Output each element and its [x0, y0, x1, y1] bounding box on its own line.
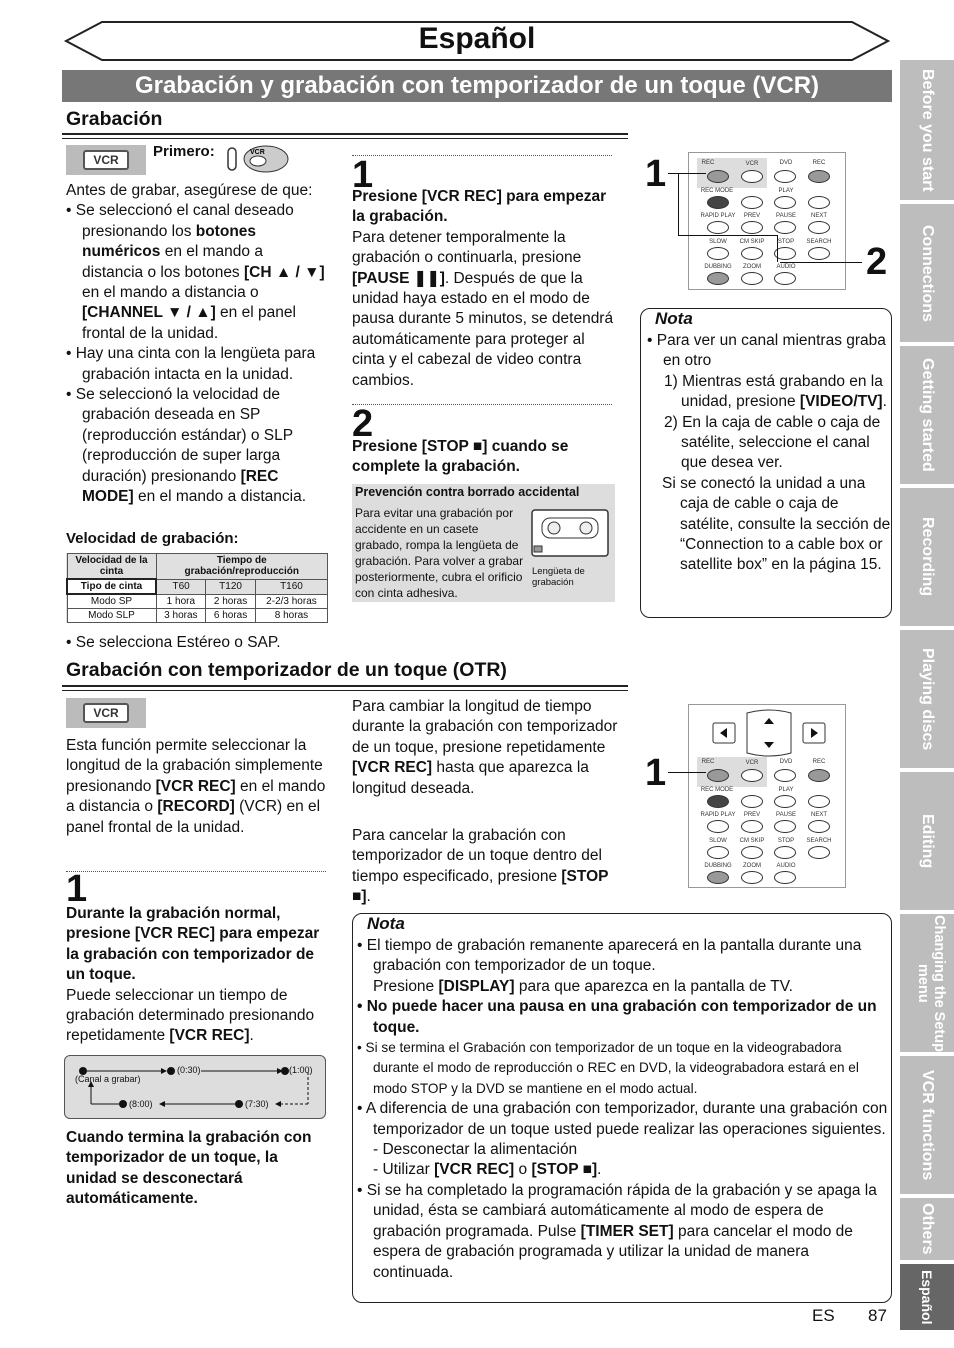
rewind-button	[741, 196, 763, 209]
callout-line	[678, 235, 778, 236]
velocidad-label: Velocidad de grabación:	[66, 530, 239, 547]
tab-editing[interactable]: Editing	[900, 772, 954, 910]
otr-timing-diagram: (Canal a grabar) (0:30) (1:00) (8:00) (7:30)	[64, 1055, 326, 1119]
vcr-button-icon	[226, 142, 290, 176]
cm-skip-button	[741, 247, 763, 260]
tab-vcr-functions[interactable]: VCR functions	[900, 1056, 954, 1194]
otr-change-text: Para cambiar la longitud de tiempo durante la grabación con temporizador de un toque, presione repetidamente [VCR REC] hasta que aparezca la longitud deseada.	[352, 698, 618, 797]
nota-box: Nota • Para ver un canal mientras graba en otro 1) Mientras está grabando en la unidad, presione [VIDEO/TV]. 2) En la caja de cable o caja de satélite, seleccione el canal que desea ver. Si se conectó la unidad a una caja de cable o caja de satélite, consulte la sección de “Connection to a cable box or satellite box” en la página 15.	[640, 308, 892, 618]
remote-callout-1: 1	[645, 752, 667, 794]
audio-button	[774, 871, 796, 884]
rec-dvd-button	[808, 170, 830, 183]
rec-mode-button	[707, 196, 729, 209]
grabacion-heading: Grabación	[66, 108, 163, 130]
search-button	[808, 247, 830, 260]
remote-callout-1: 1	[645, 153, 667, 195]
play-button	[774, 795, 796, 808]
tab-changing-setup-menu[interactable]: Changing the Setup menu	[900, 914, 954, 1052]
dvd-button	[774, 170, 796, 183]
prev-button	[741, 820, 763, 833]
prevention-box: Prevención contra borrado accidental Para evitar una grabación por accidente en un casete grabado, rompa la lengüeta de grabación. Para volver a grabar posteriormente, cubra el orificio con cinta adhesiva. Lengüeta de grabación	[352, 484, 615, 602]
rec-dvd-button	[808, 769, 830, 782]
tab-espanol[interactable]: Español	[900, 1264, 954, 1330]
remote-control: REC VCR DVD REC REC MODE PLAY RAPID PLAY PREV PAUSE NEXT SLOW CM SKIP STOP SEARCH DUBBING ZOOM AUDIO	[688, 704, 846, 888]
otr-step-1-text: Durante la grabación normal, presione [VCR REC] para empezar la grabación con temporizador de un toque. Puede seleccionar un tiempo de grabación determinado presionando repetidamente [VCR REC].	[66, 905, 320, 1045]
pause-button	[774, 221, 796, 234]
step-2-text: Presione [STOP ■] cuando se complete la grabación.	[352, 438, 569, 476]
step-1-text: Presione [VCR REC] para empezar la grabación. Para detener temporalmente la grabación o continuarla, presione [PAUSE ❚❚]. Después de que la unidad haya estado en el modo de pausa durante 5 minutos, se detendrá automáticamente para proteger al cinta y el cabezal de video contra cambios.	[352, 188, 614, 389]
zoom-button	[741, 871, 763, 884]
speed-table: Velocidad de la cinta Tiempo de grabación/reproducción Tipo de cinta T60 T120 T160 Modo SP 1 hora 2 horas 2-2/3 horas Modo SLP 3 horas 6 horas 8 horas	[66, 553, 328, 623]
slow-button	[707, 846, 729, 859]
rec-button	[707, 769, 729, 782]
rec-button	[707, 170, 729, 183]
heading-rule	[62, 685, 628, 687]
callout-line	[780, 262, 862, 263]
tab-connections[interactable]: Connections	[900, 204, 954, 342]
heading-rule-thin	[62, 138, 628, 139]
cassette-icon	[530, 506, 612, 562]
tab-recording[interactable]: Recording	[900, 488, 954, 626]
section-title: Grabación y grabación con temporizador de un toque (VCR)	[62, 70, 892, 102]
remote-control: REC VCR DVD REC REC MODE PLAY RAPID PLAY PREV PAUSE NEXT SLOW CM SKIP STOP SEARCH DUBBING ZOOM AUDIO	[688, 152, 846, 290]
primero-label: Primero:	[153, 143, 215, 160]
page-title: Español	[418, 22, 536, 55]
tab-label: Lengüeta de grabación	[532, 566, 585, 588]
dubbing-button	[707, 871, 729, 884]
ffwd-button	[808, 795, 830, 808]
step-divider	[352, 404, 612, 405]
step-2-number: 2	[352, 403, 374, 445]
callout-line	[678, 173, 679, 235]
tab-getting-started[interactable]: Getting started	[900, 346, 954, 484]
zoom-button	[741, 272, 763, 285]
rapid-play-button	[707, 820, 729, 833]
next-button	[808, 820, 830, 833]
search-button	[808, 846, 830, 859]
tab-playing-discs[interactable]: Playing discs	[900, 630, 954, 768]
vcr-badge: VCR	[66, 145, 146, 175]
nota-box: Nota • El tiempo de grabación remanente aparecerá en la pantalla durante una grabación con temporizador de un toque. Presione [DISPLAY] para que aparezca en la pantalla de TV. • No puede hacer una pausa en una grabación con temporizador de un toque. • Si se termina el Grabación con temporizador de un toque en la videograbadora durante el modo de reproducción o REC en DVD, la videograbadora estará en el modo STOP y la DVD se mantiene en el modo actual. • A diferencia de una grabación con temporizador, durante una grabación con temporizador de un toque usted puede realizar las operaciones siguientes. - Desconectar la alimentación - Utilizar [VCR REC] o [STOP ■]. • Si se ha completado la programación rápida de la grabación y se apaga la unidad, ésta se cambiará automáticamente al modo de espera de grabación programada. Pulse [TIMER SET] para cancelar el modo de espera de grabación programada y utilizar la unidad de manera continuada.	[352, 913, 892, 1303]
otr-final-text: Cuando termina la grabación con temporizador de un toque, la unidad se desconectará automáticamente.	[66, 1129, 312, 1208]
step-1-number: 1	[352, 154, 374, 196]
remote-callout-2: 2	[866, 241, 888, 283]
callout-line	[668, 772, 706, 773]
page-number: 87	[868, 1306, 887, 1325]
tab-before-you-start[interactable]: Before you start	[900, 60, 954, 200]
callout-line	[777, 235, 778, 262]
otr-step-1-number: 1	[66, 868, 88, 910]
tab-others[interactable]: Others	[900, 1198, 954, 1260]
ffwd-button	[808, 196, 830, 209]
vcr-button	[741, 170, 763, 183]
heading-rule	[62, 133, 628, 135]
cm-skip-button	[741, 846, 763, 859]
step-divider	[352, 155, 612, 156]
slow-button	[707, 247, 729, 260]
prev-button	[741, 221, 763, 234]
stereo-note: • Se selecciona Estéreo o SAP.	[66, 634, 281, 651]
next-button	[808, 221, 830, 234]
footer-lang: ES	[812, 1306, 835, 1325]
vcr-badge: VCR	[66, 698, 146, 728]
otr-intro: Esta función permite seleccionar la longitud de la grabación simplemente presionando [VCR REC] en el mando a distancia o [RECORD] (VCR) en el panel frontal de la unidad.	[66, 737, 326, 836]
arrow-pad	[711, 709, 827, 759]
grabacion-instructions: Antes de grabar, asegúrese de que: • Se seleccionó el canal deseado presionando los botones numéricos en el mando a distancia o los botones [CH ▲ / ▼] en el mando a distancia o [CHANNEL ▼ / ▲] en el panel frontal de la unidad. • Hay una cinta con la lengüeta para grabación intacta en la unidad. • Se seleccionó la velocidad de grabación deseada en SP (reproducción estándar) o SLP (reproducción de super larga duración) presionando [REC MODE] en el mando a distancia.	[66, 182, 325, 506]
play-button	[774, 196, 796, 209]
audio-button	[774, 272, 796, 285]
svg-text:VCR: VCR	[250, 149, 265, 156]
rewind-button	[741, 795, 763, 808]
rec-mode-button	[707, 795, 729, 808]
stop-button	[774, 846, 796, 859]
dubbing-button	[707, 272, 729, 285]
pause-button	[774, 820, 796, 833]
heading-rule-thin	[62, 690, 628, 691]
vcr-button	[741, 769, 763, 782]
callout-line	[668, 173, 706, 174]
otr-cancel-text: Para cancelar la grabación con temporizador de un toque dentro del tiempo especificado, presione [STOP ■].	[352, 827, 609, 906]
dvd-button	[774, 769, 796, 782]
otr-heading: Grabación con temporizador de un toque (OTR)	[66, 659, 507, 681]
rapid-play-button	[707, 221, 729, 234]
step-divider	[66, 871, 326, 872]
